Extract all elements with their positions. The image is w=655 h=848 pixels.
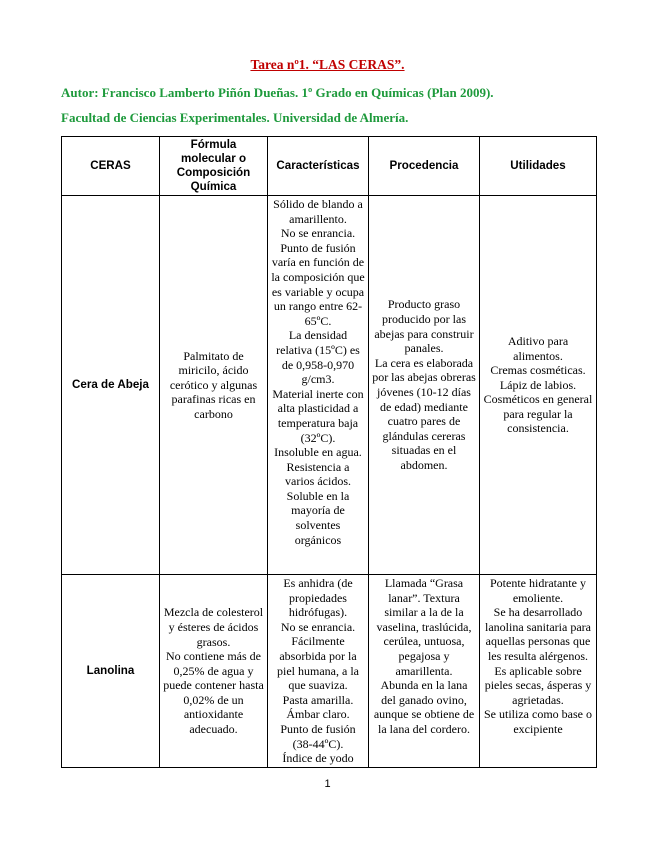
row-utilidades	[480, 196, 597, 575]
cell-line: Resistencia a varios ácidos.	[285, 459, 351, 489]
document-title: Tarea nº1. “LAS CERAS”.	[250, 57, 405, 72]
cell-line: Pasta amarilla.	[282, 692, 354, 707]
header-utilidades: Utilidades	[480, 137, 597, 196]
cell-line: Es anhidra (de propiedades hidrófugas).	[283, 576, 353, 620]
row-name: Lanolina	[62, 575, 160, 768]
cell-line: Llamada “Grasa lanar”. Textura similar a la de la vaselina, traslúcida, cerúlea, untuosa, pegajosa y amarillenta.	[376, 576, 472, 678]
cell-line: No se enrancia.	[280, 619, 356, 634]
cell-line: Fácilmente absorbida por la piel humana, a la que suaviza.	[277, 634, 359, 693]
table-row	[62, 575, 597, 768]
row-procedencia	[369, 575, 480, 768]
row-caracteristicas	[268, 575, 369, 768]
cell-line: Aditivo para alimentos.	[507, 333, 569, 363]
header-caracteristicas: Características	[268, 137, 369, 196]
cell-line: Potente hidratante y emoliente.	[490, 576, 586, 605]
row-procedencia	[369, 196, 480, 575]
header-formula: Fórmula molecular o Composición Química	[160, 137, 268, 196]
table-row	[62, 196, 597, 575]
cell-line: Lápiz de labios.	[499, 377, 577, 392]
cell-line: Soluble en la mayoría de solventes orgánicos	[286, 488, 350, 547]
faculty-line: Facultad de Ciencias Experimentales. Universidad de Almería.	[61, 110, 409, 125]
cell-line: Se utiliza como base o excipiente	[484, 707, 592, 736]
cell-line: No contiene más de 0,25% de agua y puede contener hasta 0,02% de un antioxidante adecuado.	[163, 649, 264, 737]
cell-line: Cremas cosméticas.	[490, 363, 586, 378]
cell-line: Es aplicable sobre pieles secas, ásperas y agrietadas.	[484, 663, 592, 707]
table-header-row	[62, 137, 597, 196]
row-formula: Palmitato de miricilo, ácido cerótico y algunas parafinas ricas en carbono	[160, 196, 268, 575]
cell-line: Punto de fusión varía en función de la composición que es variable y ocupa un rango entre 62-65ºC.	[271, 240, 365, 328]
row-caracteristicas	[268, 196, 369, 575]
cell-line: La densidad relativa (15ºC) es de 0,958-0,970 g/cm3.	[276, 328, 360, 387]
cell-line: Sólido de blando a amarillento.	[273, 197, 363, 226]
cell-line: Punto de fusión (38-44ºC).	[280, 721, 356, 751]
header-ceras: CERAS	[62, 137, 160, 196]
cell-line: Índice de yodo	[282, 751, 354, 766]
author-line: Autor: Francisco Lamberto Piñón Dueñas. 1º Grado en Químicas (Plan 2009).	[61, 85, 494, 100]
header-procedencia: Procedencia	[369, 137, 480, 196]
cell-line: Producto graso producido por las abejas para construir panales.	[374, 297, 474, 356]
cell-line: Ámbar claro.	[286, 707, 350, 722]
cell-line: Insoluble en agua.	[274, 445, 362, 460]
cell-line: Cosméticos en general para regular la consistencia.	[483, 392, 593, 436]
waxes-table	[61, 136, 597, 768]
cell-line: Material inerte con alta plasticidad a temperatura baja (32ºC).	[272, 386, 364, 445]
row-formula	[160, 575, 268, 768]
row-utilidades	[480, 575, 597, 768]
page-number: 1	[324, 778, 331, 790]
row-name: Cera de Abeja	[62, 196, 160, 575]
cell-line: Abunda en la lana del ganado ovino, aunque se obtiene de la lana del cordero.	[373, 678, 475, 736]
cell-line: La cera es elaborada por las abejas obreras jóvenes (10-12 días de edad) mediante cuatro pares de glándulas cereras situadas en el abdomen.	[372, 355, 476, 472]
cell-line: Se ha desarrollado lanolina sanitaria para aquellas personas que les resulta alérgenos.	[485, 605, 591, 663]
cell-line: No se enrancia.	[280, 226, 356, 241]
cell-line: Mezcla de colesterol y ésteres de ácidos grasos.	[163, 605, 264, 649]
